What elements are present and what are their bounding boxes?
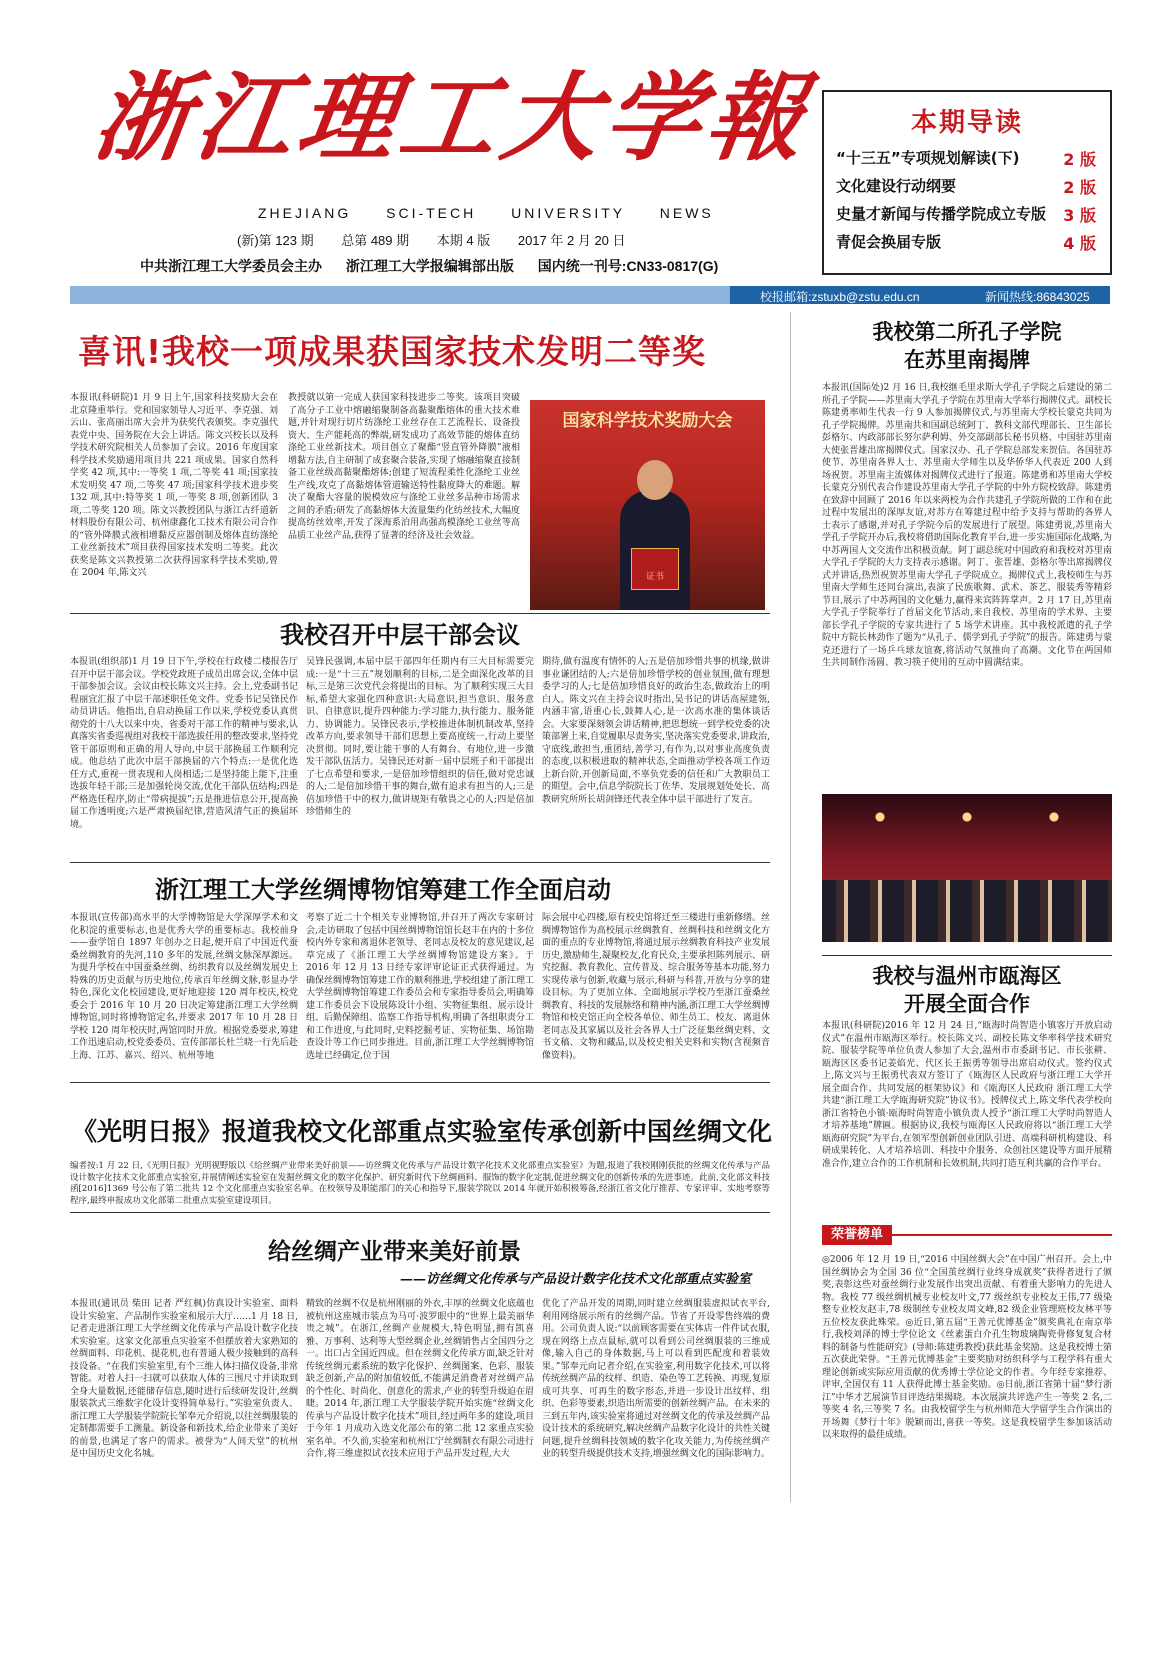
honor-text: ◎2006 年 12 月 19 日,“2016 中国丝绸大会”在中国广州召开。会上,中国丝绸协会为全国 36 位“全国茧丝绸行业终身成就奖”获得者进行了颁奖,表彰这些对蚕丝绸行业发展作出突出贡献、有着重大影响力的先进人物。我校 77 级丝绸机械专业校友叶文,77 级丝织专业校友王伟,77 级染整专业校友赵丰,78 级制丝专业校友周文峰,82 级企业管理班校友林平等五位校友获此殊荣。◎近日,第五届“王善元优博基金”颁奖典礼在南京举行,我校刘泽的博士学位论文《丝素蛋白介孔生物玻璃陶瓷骨修复复合材料的制备与性能研究》(导师:陈建勇教授)获此基金奖励。这是我校博士第五次获此荣誉。“王善元优博基金”主要奖励对纺织科学与工程学科有重大理论创新或实际应用贡献的优秀博士学位论文的作者。今年经专家推荐、评审,全国仅有 11 人获得此博士基金奖励。◎日前,浙江省第十届“梦行浙江”中华才艺展演节目评选结果揭晓。本次展演共评选产生一等奖 2 名,二等奖 4 名,三等奖 7 名。由我校留学生与杭州师范大学留学生合作演出的开场舞《梦行十年》脱颖而出,喜获一等奖。这是我校留学生参加该活动以来取得的最佳成绩。 [822, 1255, 1112, 1440]
guide-item-page: 2 版 [1063, 150, 1096, 169]
guide-item-label: 青促会换届专版 [836, 233, 942, 251]
contact-hotline: 新闻热线:86843025 [985, 290, 1090, 304]
photo-certificate: 证书 [631, 548, 679, 590]
article4-intro: 编者按:1 月 22 日,《光明日报》光明视野版以《给丝绸产业带来美好前景——访丝绸文化传承与产品设计数字化技术文化部重点实验室》为题,报道了我校刚刚获批的丝绸文化传承与产品设计数字化技术文化部重点实验室,并展情阐述实验室在发掘丝绸文化的数字化保护、研究新时代下丝绸画料、服饰的数字化定制,促进丝绸文化的创新传承的先进事迹。此前,文化部文科技函[2016]1369 号公布了第二批共 12 个文化部重点实验室名单。在校领导及职能部门的关心和指导下,服装学院以 2014 年就开始积极筹备,经浙江省文化厅推荐、专家评审、实地考察等程序,最终申报成功文化部第二批重点实验室建设项目。 [70, 1161, 770, 1206]
ceremony-photo [822, 794, 1112, 942]
guide-item-page: 4 版 [1063, 234, 1096, 253]
side1-text: 本报讯(国际处)2 月 16 日,我校继毛里求斯大学孔子学院之后建设的第二所孔子学院——苏里南大学孔子学院在苏里南大学举行揭牌仪式。副校长陈建勇率师生代表一行 9 人参加揭牌仪式,与苏里南大学校长蒙克共同为孔子学院揭牌。苏里南共和国副总统阿丁、教科文部代理部长、卫生部长彭格尔、内政部部长努尔萨利姆、外交部副部长秘书贝格、中国驻苏里南大使张晋雄出席揭牌仪式。国家汉办、孔子学院总部发来贺信。各国驻苏使节、苏里南各界人士、苏里南大学师生以及华侨华人代表近 200 人到场祝贺。苏里南主流媒体对揭牌仪式进行了报道。陈建勇和苏里南大学校长蒙克分别代表合作建设苏里南大学孔子学院的中外方院校致辞。陈建勇在致辞中回顾了 2016 年以来两校为合作共建孔子学院所做的工作和在此过程中发展出的深厚友谊,对苏方在筹建过程中给予支持与帮助的各界人士表示了感谢,并对孔子学院今后的发展进行了展望。陈建勇说,苏里南大学孔子学院开办后,我校将借助国际化教育平台,进一步实施国际化战略,为中苏两国人文交流作出积极贡献。阿丁副总统对中国政府和我校对苏里南大学孔子学院的大力支持表示感谢。阿丁、张晋雄、彭格尔等出席揭牌仪式并讲话,热烈祝贺苏里南大学孔子学院成立。揭牌仪式上,我校师生与苏里南大学师生还同台演出,表演了民族歌舞、武术、茶艺、服装秀等精彩节目,展示了中苏两国的文化魅力,赢得来宾阵阵掌声。2 月 17 日,苏里南大学孔子学院举行了首届文化节活动,来自我校、苏里南的学术界、主要部长学孔子学院的专家共进行了 5 场学术讲座。其中我校派遣的孔子学院中方院长林劲作了题为“从孔子、儒学到孔子学院”的报告。陈建勇与蒙克还进行了一场乒乓球友谊赛,将活动气氛推向了高潮。文化节在两国师生共同制作汤圆、教习筷子使用的互动中圆满结束。 [822, 383, 1112, 668]
guide-box [822, 90, 1112, 275]
article2-col2: 吴锋民强调,本届中层干部四年任期内有三大目标需要完成:一是“十三五”规划顺利的目标,二是全面深化改革的目标,三是第三次党代会将提出的目标。为了顺利实现三大目标,希望大家强化四种意识:大局意识,担当意识、服务意识、自律意识,提升四种能力:学习能力,执行能力、服务能力、协调能力。吴锋民表示,学校推进体制机制改革,坚持改革方向,要求领导干部们思想上要高度统一,行动上要坚决贯彻。同时,要让能干事的人有舞台、有地位,进一步激发干部队伍活力。吴锋民还对新一届中层班子和干部提出了七点希望和要求,一是倍加珍惜组织的信任,做对党忠诚的人;二是倍加珍惜干事的舞台,做有追求有担当的人;三是倍加珍惜干中的权力,做讲规矩有敬畏之心的人;四是倍加珍惜师生的 [306, 657, 534, 817]
guide-item[interactable] [836, 231, 1096, 254]
guide-item[interactable] [836, 175, 1096, 198]
article4-col2: 精致的丝绸不仅是杭州刚丽的外衣,丰厚的丝绸文化底蕴也被杭州这座城市装点为马可·波罗眼中的“世界上最美丽华贵之城”。在浙江,丝绸产业规模大,特色明显,拥有凯喜雅、万事利、达利等大型丝绸企业,丝绸销售占全国四分之一。出口占全国近四成。但在丝绸文化传承方面,缺乏针对传统丝绸元素系统的数字化保护、丝绸图案、色彩、服装缺乏创新,产品的附加值较低,不能满足消费者对丝绸产品的个性化、时尚化、创意化的需求,产业的转型升级迫在眉睫。2014 年,浙江理工大学服装学院开始实施“丝绸文化传承与产品设计数字化技术”项目,经过两年多的建设,项目于今年 1 月成功入选文化部公布的第二批 12 家重点实验室名单。不久前,实验室和杭州江宁丝绸制衣有限公司进行合作,将三维虚拟试衣技术应用于产品开发过程,大大 [306, 1299, 534, 1459]
article4-headline2: 给丝绸产业带来美好前景 [268, 1239, 521, 1265]
photo-lights [822, 802, 1112, 832]
guide-item-page: 3 版 [1063, 206, 1096, 225]
guide-item[interactable] [836, 203, 1096, 226]
divider [70, 862, 770, 863]
guide-title: 本期导读 [910, 108, 1023, 138]
article2-col3: 期待,做有温度有情怀的人;五是倍加珍惜共事的机缘,做讲事业谦团结的人;六是倍加珍惜学校的创业氛围,做有理想委学习的人;七是倍加珍惜良好的政治生态,做政治上的明白人。陈文兴在主持会议时指出,吴书记的讲话高屋建瓴,内涵丰富,语重心长,鼓舞人心,是一次高水准的集体谈话会。大家要深刻领会讲话精神,把思想统一到学校党委的决策部署上来,自觉履职尽责务实,坚决落实党委要求,讲政治,守底线,敢担当,重团结,善学习,有作为,以对事业高度负责的态度,以积极进取的精神状态,全面推动学校各项工作迈上新台阶,开创新局面,不辜负党委的信任和广大教职员工的期望。会中,信息学院院长丁佐华、发展规划处处长、高教研究所所长胡剑锋还代表全体中层干部进行了发言。 [542, 657, 770, 805]
article3-col1: 本报讯(宣传部)高水平的大学博物馆是大学深厚学术和文化积淀的重要标志,也是优秀大学的重要标志。我校前身——蚕学馆自 1897 年创办之日起,便开启了中国近代蚕桑丝绸教育的先河,110 多年的发展,丝绸文脉深厚源远。为提升学校在中国蚕桑丝绸、纺织教育以及丝绸发展史上特殊的历史贡献与历史地位,传承百年丝绸文脉,彰显办学特色,深化文化校园建设,更好地迎接 120 周年校庆,校党委会于 2016 年 10 月 20 日决定筹建浙江理工大学丝绸博物馆,同时将博物馆定名,并要求 2017 年 10 月 28 日学校 120 周年校庆时,两馆同时开放。根据党委要求,筹建工作迅速启动,校党委委员、宣传部部长杜兰晓一行先后赴上海、江苏、嘉兴、绍兴、杭州等地 [70, 913, 298, 1061]
side1-headline-line1: 我校第二所孔子学院 [872, 320, 1062, 344]
column-divider [790, 312, 791, 1502]
total-issue: 总第 489 期 [341, 233, 410, 248]
article1-col1: 本报讯(科研院)1 月 9 日上午,国家科技奖励大会在北京隆重举行。党和国家领导人习近平、李克强、刘云山、张高丽出席大会并为获奖代表颁奖。李克强代表党中央、国务院在大会上讲话。陈文兴校长以及科学技术研究院相关人员参加了会议。2016 年度国家科学技术奖励通用项目共 221 项成果。国家自然科学奖 42 项,其中:一等奖 1 项,二等奖 41 项;国家技术发明奖 47 项,二等奖 47 项;国家科学技术进步奖 132 项,其中:特等奖 1 项,一等奖 8 项,创新团队 3 项,二等奖 120 项。陈文兴教授团队与浙江古纤道新材料股份有限公司、杭州康鑫化工技术有限公司合作的“管外降膜式液相增黏反应器创制及熔体直纺涤纶工业丝新技术”项目获得国家技术发明二等奖。此次获奖是陈文兴教授第二次获得国家科学技术奖励,曾在 2004 年,陈文兴 [70, 393, 278, 578]
article1-col2: 教授就以第一完成人获国家科技进步二等奖。该项目突破了高分子工业中熔融缩聚制备高黏聚酯熔体的重大技术难题,并针对现行切片纺涤纶工业丝存在工艺流程长、设备投资大、生产能耗高的弊端,研发成功了高效节能的熔体直纺涤纶工业丝新技术。项目创立了聚酯“竖直管外降膜”液相增黏方法,自主研制了成套聚合装备,实现了熔融缩聚直接制备工业丝级高黏聚酯熔体;创建了短流程柔性化涤纶工业丝生产线,攻克了高黏熔体管道输送特性黏度降大的难题。解决了聚酯大容量的脱模效应与涤纶工业丝多品种市场需求之间的矛盾;研发了高黏熔体大流量集约化纺丝技术,大幅度提高纺丝效率,开发了深海系泊用高强高模涤纶工业丝等高品质工业丝产品,获得了显著的经济及社会效益。 [288, 393, 520, 541]
honor-tag: 荣誉榜单 [822, 1225, 892, 1245]
page-count: 本期 4 版 [436, 233, 491, 248]
masthead-english: ZHEJIANG SCI-TECH UNIVERSITY NEWS [258, 205, 714, 221]
photo-head [637, 460, 673, 500]
side2-text: 本报讯(科研院)2016 年 12 月 24 日,“瓯海时尚智造小镇客厅开放启动仪式”在温州市瓯海区举行。校长陈文兴、副校长陈文华率科学技术研究院、服装学院等单位负责人参加了大会,温州市市委副书记、市长张耕、瓯海区区委书记姜焰光、代区长王振勇等领导出席启动仪式。签约仪式上,陈文兴与王振勇代表双方签订了《瓯海区人民政府与浙江理工大学开展全面合作、共同发展的框架协议》和《瓯海区人民政府 浙江理工大学共建“浙江理工大学瓯海研究院”协议书》。授牌仪式上,陈文华代表学校向浙江省特色小镇·瓯海时尚智造小镇负责人授予“浙江理工大学时尚智造人才培养基地”牌匾。根据协议,我校与瓯海区人民政府将以“浙江理工大学瓯海研究院”为平台,在领军型创新创业团队引进、高端科研机构建设、科研成果转化、人才培养培训、科技中介服务、众创社区建设等方面开展精准合作,建立合作的工作机制和长效机制,共同打造互利共赢的合作平台。 [822, 1021, 1112, 1169]
publisher: 浙江理工大学报编辑部出版 [345, 258, 514, 274]
issue-number: (新)第 123 期 [237, 233, 314, 248]
article4-col3: 优化了产品开发的周期,同时建立丝绸服装虚拟试衣平台,利用网络展示所有的丝绸产品。节省了开设零售终端的费用。公司负责人说:“以前顾客需要在实体店一件件试衣服,现在网络上点点鼠标,就可以看到公司丝绸服装的三维成像,输入自己的身体数据,马上可以看到匹配度和着装效果。”邹奉元向记者介绍,在实验室,利用数字化技术,可以将传统丝绸产品的纹样、织造、染色等工艺转换、再现,复原成可共享、可再生的数字形态,并进一步设计出纹样、组织、色彩等要素,织造出所需要的创新丝绸产品。在未来的三到五年内,该实验室将通过对丝绸文化的传承及丝绸产品设计技术的系统研究,解决丝绸产品数字化设计的共性关键问题,提升丝绸科技领域的数字化攻关能力,为传统丝绸产业的转型升级提供技术支持,增强丝绸文化的国际影响力。 [542, 1299, 770, 1459]
cn-number: 国内统一刊号:CN33-0817(G) [537, 258, 719, 274]
side1-headline [822, 318, 1112, 374]
side2-headline-line1: 我校与温州市瓯海区 [872, 964, 1062, 988]
bar-accent [70, 286, 730, 304]
side1-headline-line2: 在苏里南揭牌 [904, 348, 1030, 372]
guide-item-label: 文化建设行动纲要 [836, 177, 957, 195]
side2-headline [822, 962, 1112, 1018]
article3-col3: 际会展中心四楼,原有校史馆将迁至三楼进行重新修缮。丝绸博物馆作为高校展示丝绸教育、丝绸科技和丝绸文化方面的重点的专业博物馆,将通过展示丝绸教育科技产业发展历史,激励师生,凝聚校友,化育民众,主要承担陈列展示、研究挖掘、教育教化、宣传普及、综合服务等基本功能,努力实现传承与创新,收藏与展示,科研与科普,开放与分享的建设目标。为了更加立体、全面地展示学校乃至浙江蚕桑丝绸教育、科技的发展脉络和精神内涵,浙江理工大学丝绸博物馆和校史馆正向全校各单位、师生员工、校友、离退休老同志及其家属以及社会各界人士广泛征集丝绸史料、文书文稿、文物和藏品,以及校史相关史料和实物(含视频音像资料)。 [542, 913, 770, 1061]
article4-headline: 《光明日报》报道我校文化部重点实验室传承创新中国丝绸文化 [72, 1117, 773, 1146]
divider [70, 613, 770, 614]
sponsor: 中共浙江理工大学委员会主办 [140, 258, 322, 274]
article4-col1: 本报讯(通讯员 柴田 记者 严红枫)仿真设计实验室、面料设计实验室、产品制作实验室和展示大厅……1 月 18 日,记者走进浙江理工大学丝绸文化传承与产品设计数字化技术实验室。这家文化部重点实验室不但摆放着大家熟知的丝绸面料、印花机、提花机,也有普通人极少接触到的高科技设备。“在我们实验室里,有个三维人体扫描仪设备,非常智能。对着人扫一扫就可以获取人体的三围尺寸并读取到全身大量数据,还能储存信息,随时进行后续研发设计,丝绸服装款式三维数字化设计变得简单易行。”实验室负责人、浙江理工大学服装学院院长邹奉元介绍说,以往丝绸服装的定制都需要手工测量。新设备和新技术,给企业带来了美好的前景,也满足了客户的需求。被誉为“人间天堂”的杭州是中国历史文化名城。 [70, 1299, 298, 1459]
article1-headline: 喜讯!我校一项成果获国家技术发明二等奖 [78, 332, 707, 371]
contact-bar [70, 286, 1110, 304]
side2-headline-line2: 开展全面合作 [904, 992, 1030, 1016]
guide-item-label: “十三五”专项规划解读(下) [836, 149, 1020, 167]
issue-info [237, 230, 650, 249]
divider [70, 1082, 770, 1083]
article3-col2: 考察了近二十个相关专业博物馆,并召开了两次专家研讨会,走访研取了包括中国丝绸博物馆馆长赵丰在内的十多位校内外专家和离退休老领导、老同志及校友的意见建议,起草完成了《浙江理工大学丝绸博物馆建设方案》。于 2016 年 12 月 13 日经专家评审论证正式获得通过。为确保丝绸博物馆筹建工作的顺利推进,学校组建了浙江理工大学丝绸博物馆筹建工作委员会和专家指导委员会,明确筹建工作委员会下设展陈设计小组、实物征集组、展示设计组、后勤保障组、监察工作指导机构,明确了各组职责分工和工作进度,与此同时,史料挖掘考证、实物征集、场馆勘查设计等工作已同步推进。目前,浙江理工大学丝绸博物馆选址已经确定,位于国 [306, 913, 534, 1061]
guide-item[interactable] [836, 147, 1096, 170]
article2-col1: 本报讯(组织部)1 月 19 日下午,学校在行政楼二楼报告厅召开中层干部会议。学校党政班子成员出席会议,全体中层干部参加会议。会议由校长陈文兴主持。会上,党委副书记程丽宜汇报了中层干部述职任免文件。党委书记吴锋民作动员讲话。他指出,自启动换届工作以来,学校党委认真贯彻党的十八大以来中央、省委对干部工作的精神与要求,认真落实省委巡视组对我校干部选拔任用的整改要求,坚持党管干部原则和正确的用人导向,中层干部换届工作顺利完成。他总结了此次中层干部换届的六个特点:一是优化选任方式,重视一贯表现和人岗相适;二是坚持能上能下,注重选拔年轻干部;三是加强轮岗交流,优化干部队伍结构;四是严格选任程序,防止“带病提拔”;五是推进信息公开,提高换届工作透明度;六是严肃换届纪律,营造风清气正的换届环境。 [70, 657, 298, 830]
guide-item-page: 2 版 [1063, 178, 1096, 197]
contact-email[interactable]: 校报邮箱:zstuxb@zstu.edu.cn [760, 290, 920, 304]
honor-rule [892, 1234, 1112, 1236]
sponsor-line [140, 256, 738, 276]
article3-headline: 浙江理工大学丝绸博物馆筹建工作全面启动 [155, 876, 611, 904]
article2-headline: 我校召开中层干部会议 [280, 621, 520, 649]
masthead-title: 浙江理工大学報 [87, 61, 818, 174]
guide-item-label: 史量才新闻与传播学院成立专版 [836, 205, 1047, 223]
article4-subhead: ——访丝绸文化传承与产品设计数字化技术文化部重点实验室 [400, 1272, 752, 1287]
photo-crowd [822, 880, 1112, 942]
divider [822, 955, 1112, 956]
award-photo [530, 400, 765, 610]
issue-date: 2017 年 2 月 20 日 [517, 233, 626, 248]
divider [70, 1212, 770, 1213]
photo-banner: 国家科学技术奖励大会 [562, 411, 733, 431]
